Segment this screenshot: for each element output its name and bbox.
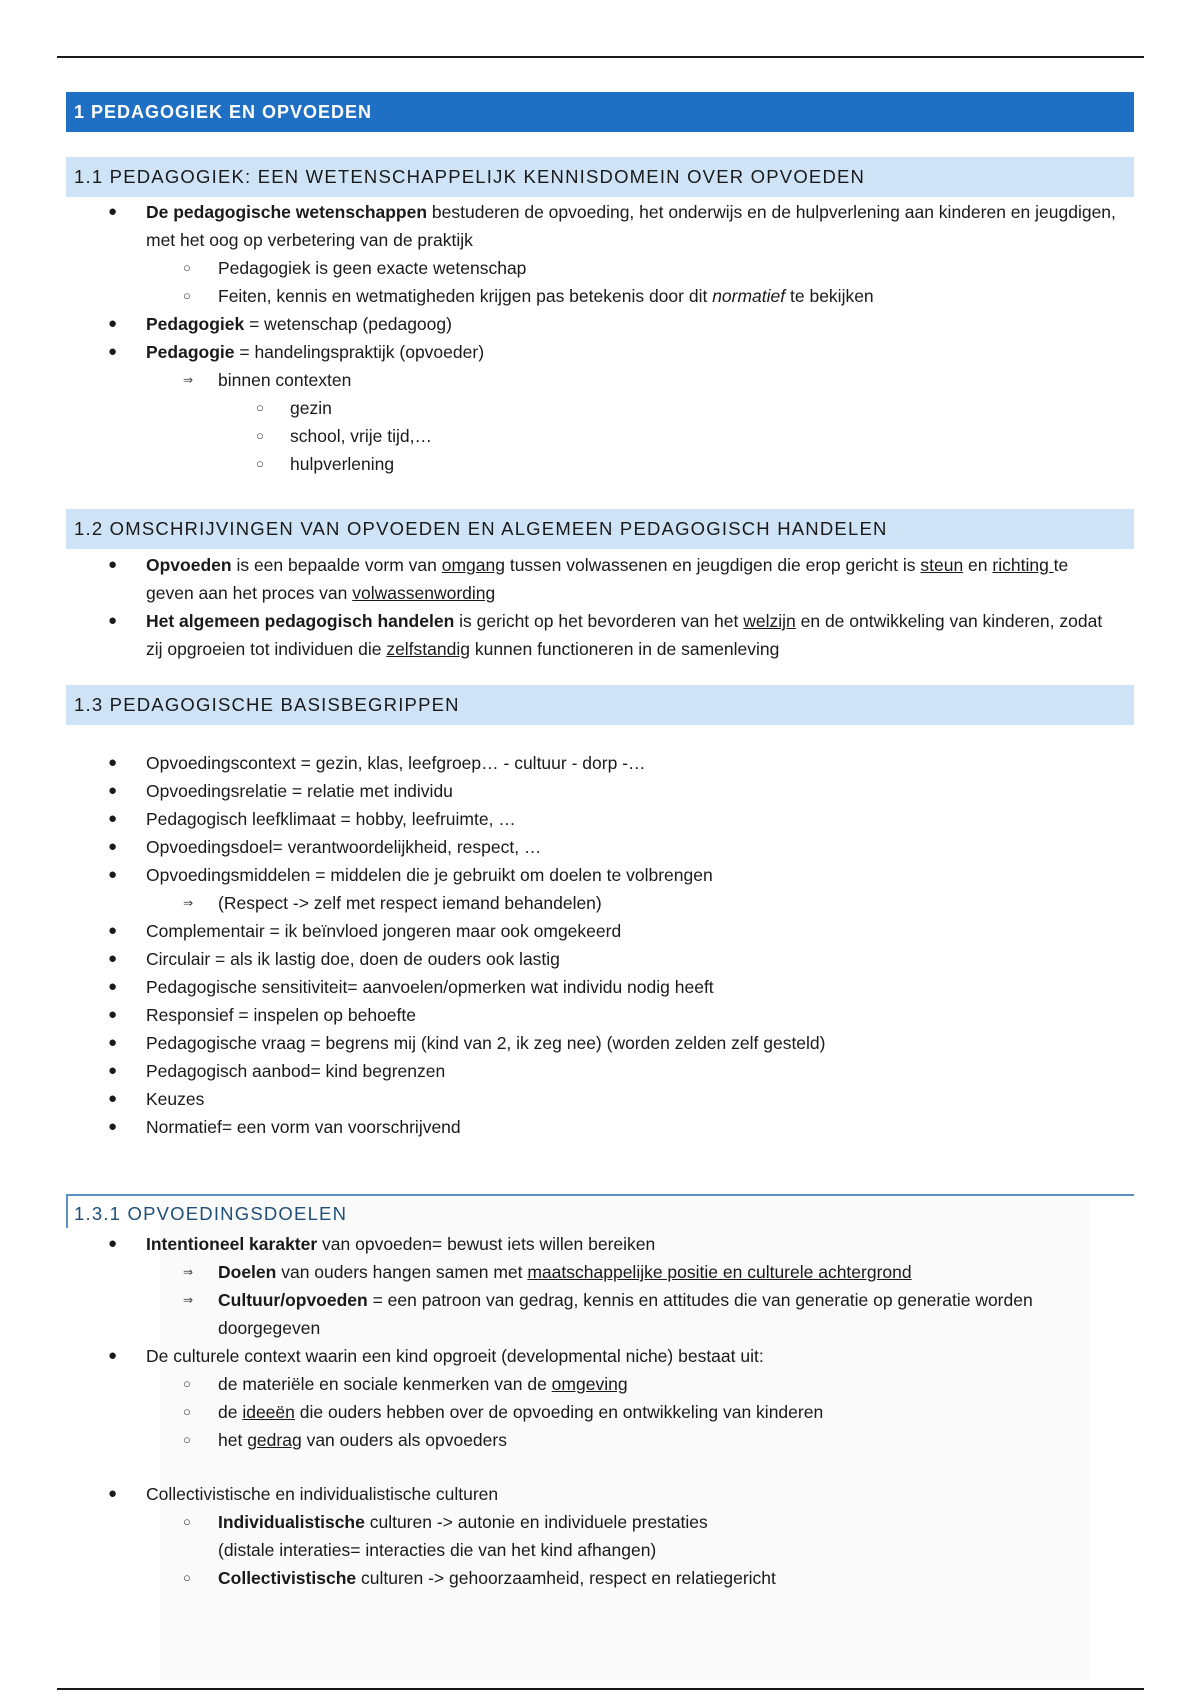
bullet-icon: ●: [108, 838, 118, 855]
arrow-bullet-icon: ⇒: [183, 1293, 194, 1307]
bullet-icon: ●: [108, 556, 118, 573]
bullet-icon: ●: [108, 754, 118, 771]
list-item: ● Pedagogisch leefklimaat = hobby, leefruimte, …: [0, 805, 1200, 833]
list-item: ○ school, vrije tijd,…: [0, 422, 1200, 450]
circle-bullet-icon: ○: [183, 1404, 191, 1419]
list-item: ○ Individualistische culturen -> autonie en individuele prestaties (distale interaties= interacties die van het kind afhangen): [0, 1508, 1200, 1564]
top-rule: [57, 56, 1144, 58]
circle-bullet-icon: ○: [183, 1570, 191, 1585]
arrow-bullet-icon: ⇒: [183, 1265, 194, 1279]
list-item: ● Het algemeen pedagogisch handelen is gericht op het bevorderen van het welzijn en de ontwikkeling van kinderen, zodat zij opgroeien tot individuen die zelfstandig kunnen functioneren in de samenleving: [0, 607, 1200, 663]
bottom-rule: [57, 1688, 1144, 1690]
list-item: ⇒ Cultuur/opvoeden = een patroon van gedrag, kennis en attitudes die van generatie op generatie worden doorgegeven: [0, 1286, 1200, 1342]
list-item: ○ de materiële en sociale kenmerken van de omgeving: [0, 1370, 1200, 1398]
bullet-icon: ●: [108, 203, 118, 220]
list-item: ○ het gedrag van ouders als opvoeders: [0, 1426, 1200, 1454]
circle-bullet-icon: ○: [256, 456, 264, 471]
heading-1-1: 1.1 PEDAGOGIEK: EEN WETENSCHAPPELIJK KENNISDOMEIN OVER OPVOEDEN: [66, 157, 1134, 197]
list-item: ● Opvoedingsdoel= verantwoordelijkheid, respect, …: [0, 833, 1200, 861]
section-1-1: [0, 198, 1200, 478]
list-item: ● Pedagogisch aanbod= kind begrenzen: [0, 1057, 1200, 1085]
list-item: ○ gezin: [0, 394, 1200, 422]
bullet-icon: ●: [108, 1347, 118, 1364]
section-1-3: [0, 749, 1200, 1141]
bullet-icon: ●: [108, 810, 118, 827]
bullet-icon: ●: [108, 612, 118, 629]
list-item: ● Responsief = inspelen op behoefte: [0, 1001, 1200, 1029]
list-item: ● Pedagogie = handelingspraktijk (opvoeder): [0, 338, 1200, 366]
circle-bullet-icon: ○: [183, 1514, 191, 1529]
list-item: ○ Collectivistische culturen -> gehoorzaamheid, respect en relatiegericht: [0, 1564, 1200, 1592]
bullet-icon: ●: [108, 315, 118, 332]
heading-1-2: 1.2 OMSCHRIJVINGEN VAN OPVOEDEN EN ALGEMEEN PEDAGOGISCH HANDELEN: [66, 509, 1134, 549]
section-1-3-1: [0, 1230, 1200, 1592]
list-item: ○ de ideeën die ouders hebben over de opvoeding en ontwikkeling van kinderen: [0, 1398, 1200, 1426]
list-item: ● Opvoedingsrelatie = relatie met individu: [0, 777, 1200, 805]
bullet-icon: ●: [108, 978, 118, 995]
bullet-icon: ●: [108, 1006, 118, 1023]
heading-1-3: 1.3 PEDAGOGISCHE BASISBEGRIPPEN: [66, 685, 1134, 725]
list-item: ○ hulpverlening: [0, 450, 1200, 478]
bullet-icon: ●: [108, 1118, 118, 1135]
list-item: ● De culturele context waarin een kind opgroeit (developmental niche) bestaat uit:: [0, 1342, 1200, 1370]
section-1-2: [0, 551, 1200, 663]
list-item: ⇒ (Respect -> zelf met respect iemand behandelen): [0, 889, 1200, 917]
list-item: ● Complementair = ik beïnvloed jongeren maar ook omgekeerd: [0, 917, 1200, 945]
list-item: ● Opvoedingscontext = gezin, klas, leefgroep… - cultuur - dorp -…: [0, 749, 1200, 777]
list-item: ○ Feiten, kennis en wetmatigheden krijgen pas betekenis door dit normatief te bekijken: [0, 282, 1200, 310]
list-item: ● Normatief= een vorm van voorschrijvend: [0, 1113, 1200, 1141]
list-item: ● Intentioneel karakter van opvoeden= bewust iets willen bereiken: [0, 1230, 1200, 1258]
list-item: ● De pedagogische wetenschappen bestuderen de opvoeding, het onderwijs en de hulpverlening aan kinderen en jeugdigen, met het oog op verbetering van de praktijk: [0, 198, 1200, 254]
list-item: ● Collectivistische en individualistische culturen: [0, 1480, 1200, 1508]
circle-bullet-icon: ○: [183, 288, 191, 303]
list-item: ● Pedagogische sensitiviteit= aanvoelen/opmerken wat individu nodig heeft: [0, 973, 1200, 1001]
bullet-icon: ●: [108, 1062, 118, 1079]
bullet-icon: ●: [108, 866, 118, 883]
list-item: ● Circulair = als ik lastig doe, doen de ouders ook lastig: [0, 945, 1200, 973]
list-item: ● Opvoedingsmiddelen = middelen die je gebruikt om doelen te volbrengen: [0, 861, 1200, 889]
heading-1-3-1: 1.3.1 OPVOEDINGSDOELEN: [66, 1194, 1134, 1228]
spacer: [0, 1454, 1200, 1480]
heading-1: 1 PEDAGOGIEK EN OPVOEDEN: [66, 92, 1134, 132]
bullet-icon: ●: [108, 1235, 118, 1252]
circle-bullet-icon: ○: [256, 400, 264, 415]
list-item: ● Keuzes: [0, 1085, 1200, 1113]
list-item: ⇒ Doelen van ouders hangen samen met maatschappelijke positie en culturele achtergrond: [0, 1258, 1200, 1286]
circle-bullet-icon: ○: [256, 428, 264, 443]
circle-bullet-icon: ○: [183, 260, 191, 275]
circle-bullet-icon: ○: [183, 1376, 191, 1391]
bullet-icon: ●: [108, 922, 118, 939]
circle-bullet-icon: ○: [183, 1432, 191, 1447]
bullet-icon: ●: [108, 1485, 118, 1502]
bullet-icon: ●: [108, 343, 118, 360]
list-item: ● Opvoeden is een bepaalde vorm van omgang tussen volwassenen en jeugdigen die erop gericht is steun en richting te geven aan het proces van volwassenwording: [0, 551, 1200, 607]
arrow-bullet-icon: ⇒: [183, 373, 194, 387]
bullet-icon: ●: [108, 950, 118, 967]
list-item: ● Pedagogiek = wetenschap (pedagoog): [0, 310, 1200, 338]
bullet-icon: ●: [108, 1034, 118, 1051]
list-item: ● Pedagogische vraag = begrens mij (kind van 2, ik zeg nee) (worden zelden zelf gesteld): [0, 1029, 1200, 1057]
bullet-icon: ●: [108, 782, 118, 799]
list-item: ○ Pedagogiek is geen exacte wetenschap: [0, 254, 1200, 282]
bullet-icon: ●: [108, 1090, 118, 1107]
list-item: ⇒ binnen contexten: [0, 366, 1200, 394]
arrow-bullet-icon: ⇒: [183, 896, 194, 910]
